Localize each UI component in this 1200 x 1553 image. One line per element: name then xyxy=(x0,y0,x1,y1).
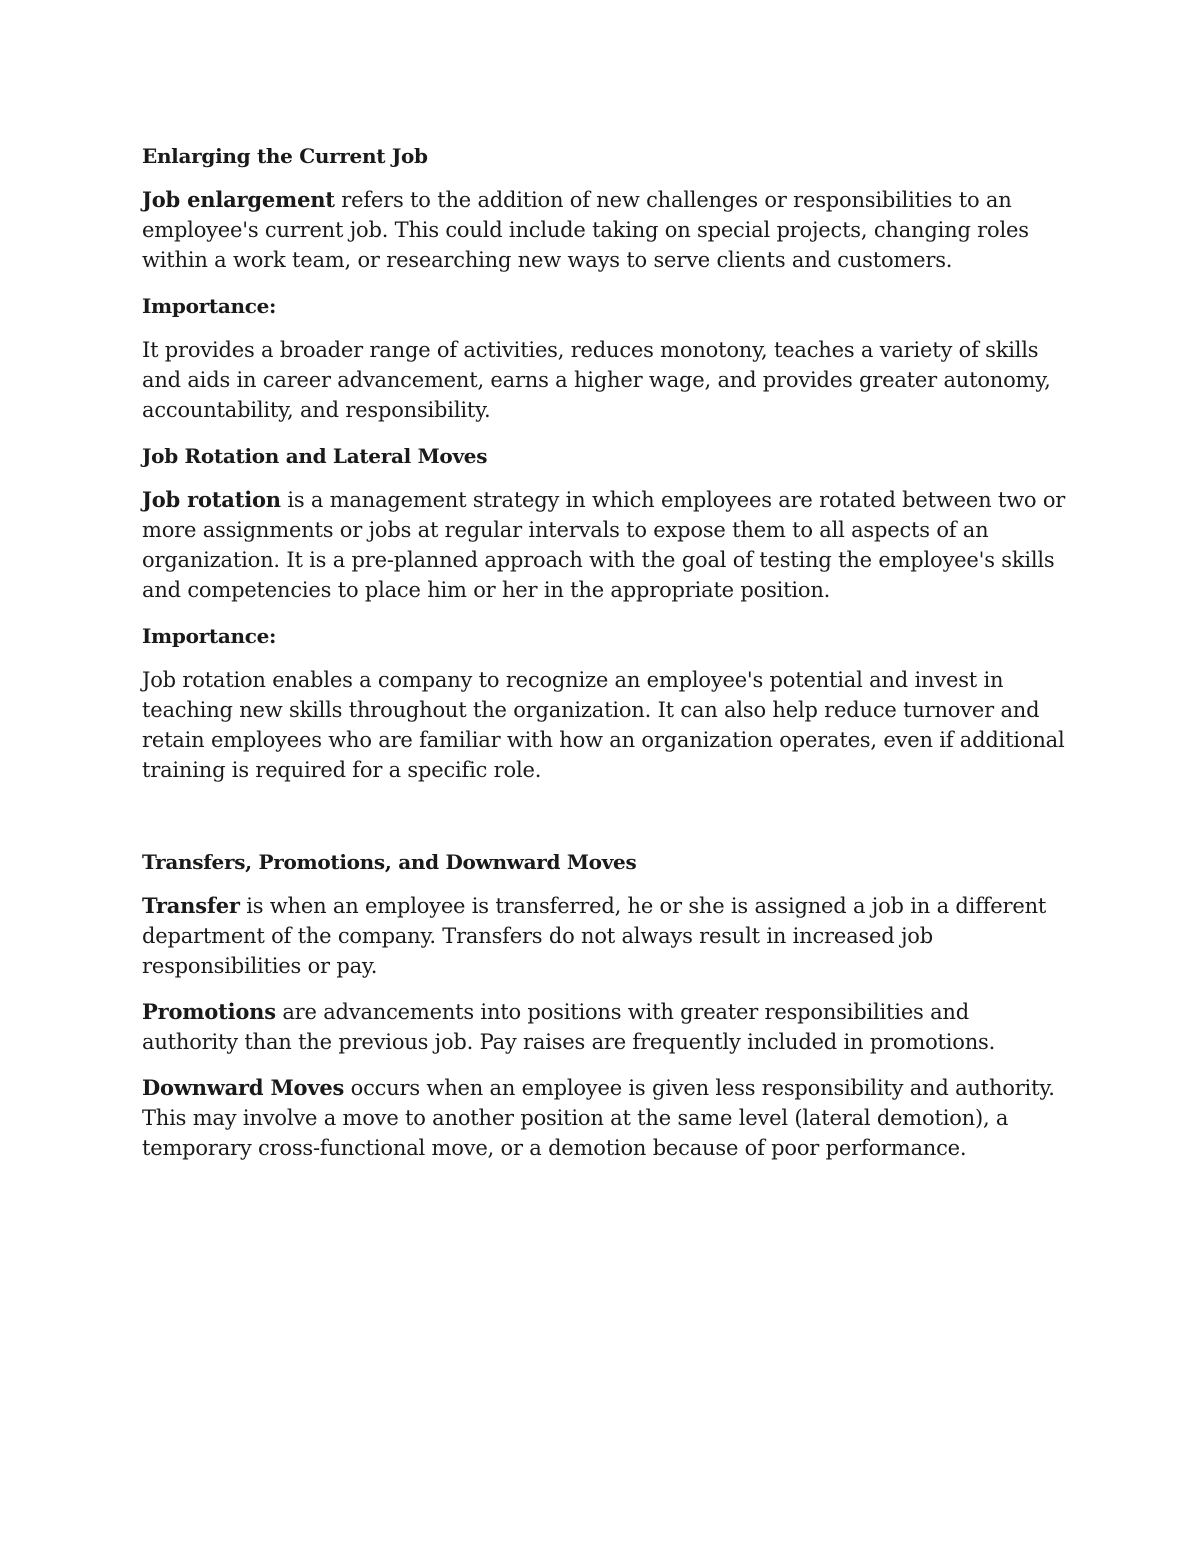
section-heading-transfers-promotions: Transfers, Promotions, and Downward Moves xyxy=(142,850,637,874)
term-transfer: Transfer xyxy=(142,893,240,918)
term-job-rotation: Job rotation xyxy=(142,487,281,512)
importance-heading: Importance: xyxy=(142,294,277,318)
job-rotation-definition xyxy=(142,485,1067,605)
definition-text: refers to the addition of new challenges or responsibilities to an employee's current job. This could include taking on special projects, changing roles within a work team, or researching new ways to serve clients and customers. xyxy=(142,188,1029,272)
promotions-paragraph xyxy=(142,997,1067,1057)
section-heading-job-rotation: Job Rotation and Lateral Moves xyxy=(142,444,488,468)
importance-paragraph: It provides a broader range of activities, reduces monotony, teaches a variety of skills and aids in career advancement, earns a higher wage, and provides greater autonomy, accountability, and responsibility. xyxy=(142,338,1051,422)
definition-text: is a management strategy in which employees are rotated between two or more assignments or jobs at regular intervals to expose them to all aspects of an organization. It is a pre-planned approach with the goal of testing the employee's skills and competencies to place him or her in the appropriate position. xyxy=(142,488,1066,602)
definition-text: is when an employee is transferred, he or she is assigned a job in a different department of the company. Transfers do not always result in increased job responsibilities or pay. xyxy=(142,894,1047,978)
term-promotions: Promotions xyxy=(142,999,276,1024)
job-enlargement-definition xyxy=(142,185,1067,275)
downward-moves-paragraph xyxy=(142,1073,1067,1163)
section-spacer xyxy=(142,801,1067,847)
term-job-enlargement: Job enlargement xyxy=(142,187,335,212)
section-heading-enlarging-current-job: Enlarging the Current Job xyxy=(142,144,428,168)
importance-paragraph: Job rotation enables a company to recognize an employee's potential and invest in teaching new skills throughout the organization. It can also help reduce turnover and retain employees who are familiar with how an organization operates, even if additional training is required for a specific role. xyxy=(142,668,1065,782)
importance-heading: Importance: xyxy=(142,624,277,648)
definition-text: occurs when an employee is given less responsibility and authority. This may involve a move to another position at the same level (lateral demotion), a temporary cross-functional move, or a demotion because of poor performance. xyxy=(142,1076,1055,1160)
document-page xyxy=(142,141,1067,1179)
definition-text: are advancements into positions with greater responsibilities and authority than the previous job. Pay raises are frequently included in promotions. xyxy=(142,1000,996,1054)
transfer-paragraph xyxy=(142,891,1067,981)
term-downward-moves: Downward Moves xyxy=(142,1075,345,1100)
